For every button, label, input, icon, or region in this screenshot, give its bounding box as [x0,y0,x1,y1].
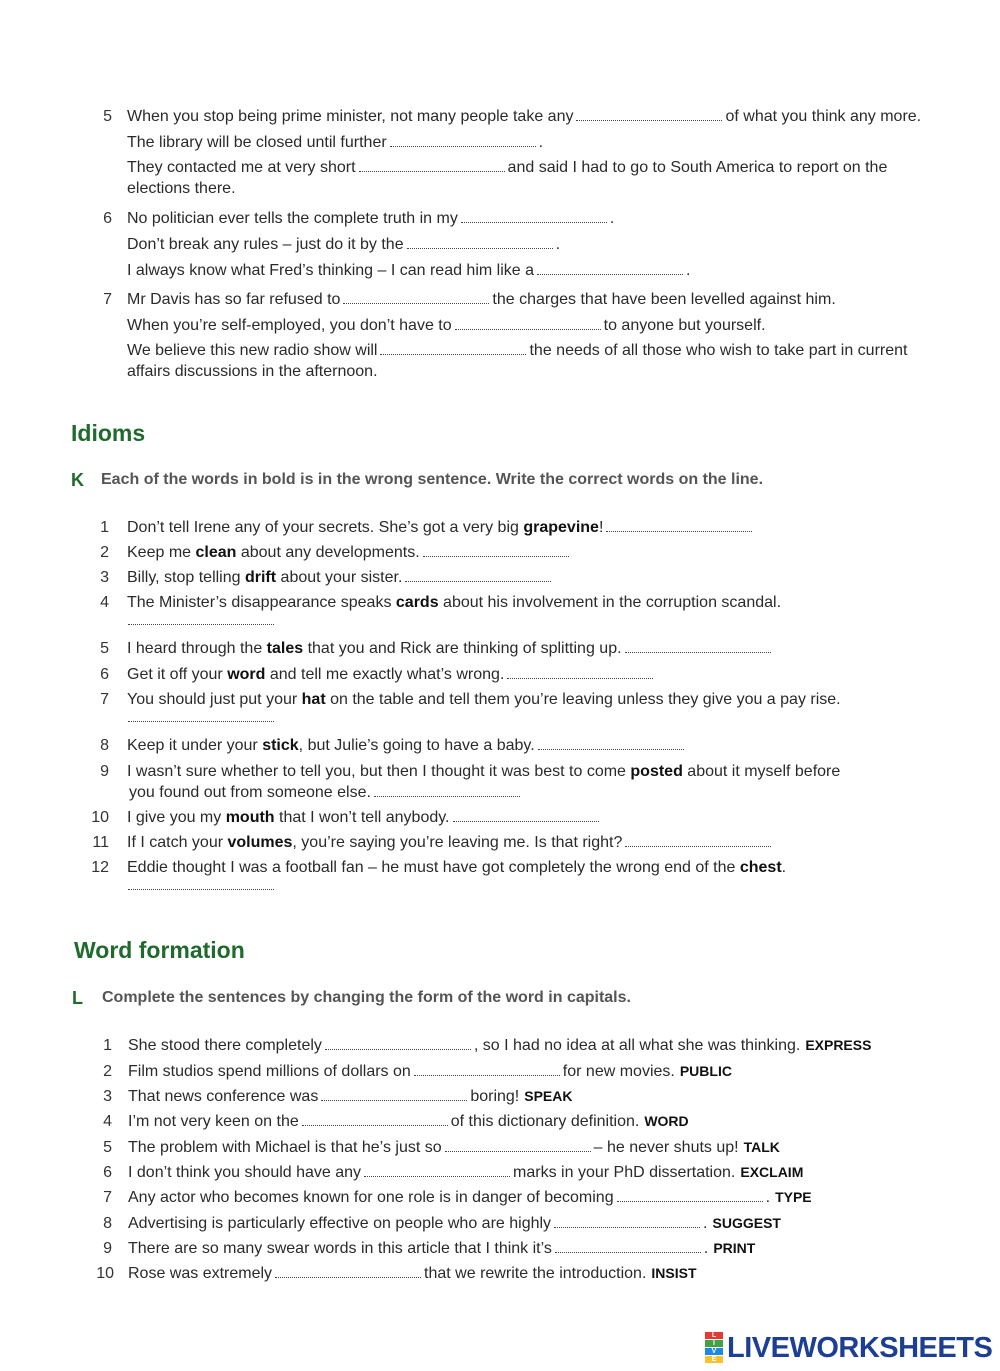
exercise-instruction: Complete the sentences by changing the form of the word in capitals. [102,989,631,1006]
item-number: 5 [100,640,109,657]
sentence-line [127,544,572,562]
answer-blank[interactable] [364,1166,510,1177]
exercise-letter: L [72,988,83,1008]
sentence-text: I’m not very keen on the [128,1113,299,1130]
answer-blank[interactable] [453,811,599,822]
sentence-line [129,784,523,802]
sentence-text: , but Julie’s going to have a baby. [298,737,535,754]
item-number: 5 [103,1139,112,1156]
sentence-line [127,262,690,280]
item-number: 4 [103,1113,112,1130]
answer-blank[interactable] [423,546,569,557]
item-number: 3 [100,569,109,586]
item-number: 9 [103,1240,112,1257]
answer-blank[interactable] [555,1242,701,1253]
answer-blank[interactable] [461,212,607,223]
answer-line [128,877,274,895]
sentence-line [127,763,840,781]
answer-blank[interactable] [507,668,653,679]
bold-word: drift [244,569,277,586]
sentence-line [127,363,378,381]
capital-word: INSIST [651,1265,697,1281]
item-number: 7 [103,291,112,308]
bold-word: mouth [225,809,275,826]
sentence-line [127,180,236,198]
sentence-text: . [765,1189,771,1206]
sentence-text: that I won’t tell anybody. [274,809,450,826]
bold-word: word [227,666,266,683]
sentence-line [127,594,781,612]
sentence-line [127,134,543,152]
sentence-line [128,1189,812,1207]
sentence-text: Film studios spend millions of dollars on [128,1063,411,1080]
item-number: 11 [92,834,109,851]
sentence-text: . [703,1215,708,1232]
item-number: 2 [103,1063,112,1080]
sentence-text: Keep it under your [127,737,263,754]
section-heading: Word formation [74,937,245,963]
answer-blank[interactable] [455,319,601,330]
capital-word: SPEAK [524,1088,573,1104]
logo-mark-letter: E [705,1356,723,1363]
bold-word: chest [739,859,782,876]
sentence-text: about any developments. [236,544,420,561]
sentence-text: The Minister’s disappearance speaks [127,594,396,611]
logo-mark-letter: I [705,1340,723,1347]
sentence-line [127,291,836,309]
sentence-text: The problem with Michael is that he’s just so [128,1139,442,1156]
answer-line [128,709,274,727]
sentence-text: the charges that have been levelled against him. [492,291,836,308]
item-number: 8 [100,737,109,754]
sentence-text: I always know what Fred’s thinking – I can read him like a [127,262,535,279]
sentence-line [128,1088,572,1106]
sentence-text: The library will be closed until further [127,134,387,151]
sentence-text: That news conference was [128,1088,319,1105]
sentence-line [127,809,602,827]
sentence-text: of what you think any more. [725,108,922,125]
answer-blank[interactable] [374,786,520,797]
item-number: 5 [103,108,112,125]
sentence-text: She stood there completely [128,1037,322,1054]
sentence-text: They contacted me at very short [127,159,356,176]
answer-blank[interactable] [617,1191,763,1202]
logo-mark-icon [705,1332,723,1364]
sentence-text: to anyone but yourself. [603,317,766,334]
sentence-line [127,834,774,852]
sentence-text: I give you my [127,809,226,826]
sentence-text: Billy, stop telling [127,569,245,586]
item-number: 6 [100,666,109,683]
exercise-letter: K [71,470,84,490]
sentence-line [127,859,786,877]
answer-blank[interactable] [128,614,274,625]
sentence-text: about his involvement in the corruption scandal. [438,594,782,611]
sentence-text: about your sister. [276,569,403,586]
bold-word: volumes [227,834,293,851]
sentence-line [127,342,907,360]
sentence-line [128,1164,803,1182]
sentence-text: the needs of all those who wish to take part in current [529,342,908,359]
bold-word: clean [195,544,237,561]
answer-blank[interactable] [445,1141,591,1152]
answer-blank[interactable] [343,293,489,304]
sentence-text: Mr Davis has so far refused to [127,291,341,308]
item-number: 10 [96,1265,114,1282]
item-number: 12 [91,859,109,876]
capital-word: TYPE [775,1189,812,1205]
capital-word: EXPRESS [805,1037,872,1053]
sentence-text: that you and Rick are thinking of splitting up. [303,640,622,657]
logo-mark-letter: V [705,1348,723,1355]
sentence-text: , so I had no idea at all what she was thinking. [473,1037,801,1054]
sentence-line [128,1139,780,1157]
logo-text: LIVEWORKSHEETS [727,1331,993,1364]
capital-word: PUBLIC [679,1063,732,1079]
answer-blank[interactable] [128,711,274,722]
sentence-text: for new movies. [562,1063,675,1080]
sentence-line [127,317,766,335]
bold-word: hat [301,691,326,708]
item-number: 6 [103,210,112,227]
sentence-text: . [781,859,787,876]
capital-word: SUGGEST [712,1215,781,1231]
section-heading: Idioms [71,420,146,446]
answer-blank[interactable] [325,1039,471,1050]
sentence-text: Don’t break any rules – just do it by the [127,236,404,253]
sentence-text: Don’t tell Irene any of your secrets. She’s got a very big [127,519,524,536]
sentence-text: Any actor who becomes known for one role is in danger of becoming [128,1189,614,1206]
answer-blank[interactable] [275,1267,421,1278]
sentence-text: I don’t think you should have any [128,1164,362,1181]
item-number: 2 [100,544,109,561]
answer-blank[interactable] [359,161,505,172]
sentence-text: elections there. [127,180,236,197]
bold-word: grapevine [523,519,599,536]
answer-blank[interactable] [554,1217,700,1228]
sentence-text: on the table and tell them you’re leaving unless they give you a pay rise. [325,691,841,708]
bold-word: posted [630,763,683,780]
item-number: 9 [100,763,109,780]
item-number: 1 [100,519,109,536]
answer-blank[interactable] [405,571,551,582]
answer-blank[interactable] [537,264,683,275]
sentence-text: Rose was extremely [128,1265,273,1282]
sentence-line [128,1240,755,1258]
item-number: 7 [103,1189,112,1206]
sentence-text: boring! [470,1088,520,1105]
sentence-line [127,159,887,177]
sentence-text: I heard through the [127,640,267,657]
sentence-text: . [538,134,544,151]
sentence-line [127,236,560,254]
liveworksheets-logo [705,1331,992,1365]
answer-blank[interactable] [302,1115,448,1126]
sentence-text: marks in your PhD dissertation. [513,1164,736,1181]
sentence-line [127,691,841,709]
sentence-text: I wasn’t sure whether to tell you, but then I thought it was best to come [127,763,631,780]
sentence-line [128,1265,697,1283]
sentence-text: . [609,210,615,227]
sentence-text: We believe this new radio show will [127,342,378,359]
bold-word: cards [395,594,439,611]
capital-word: WORD [644,1113,689,1129]
answer-blank[interactable] [407,238,553,249]
sentence-line [128,1037,871,1055]
bold-word: stick [262,737,299,754]
sentence-text: If I catch your [127,834,228,851]
answer-blank[interactable] [380,344,526,355]
sentence-line [127,569,554,587]
item-number: 10 [91,809,109,826]
answer-blank[interactable] [625,836,771,847]
sentence-line [128,1215,781,1233]
answer-blank[interactable] [414,1065,560,1076]
sentence-text: There are so many swear words in this article that I think it’s [128,1240,552,1257]
sentence-text: affairs discussions in the afternoon. [127,363,378,380]
capital-word: EXCLAIM [740,1164,804,1180]
sentence-line [127,666,656,684]
sentence-text: . [703,1240,709,1257]
capital-word: TALK [743,1139,780,1155]
sentence-text: Advertising is particularly effective on people who are highly [128,1215,552,1232]
sentence-text: ! [598,519,604,536]
item-number: 3 [103,1088,112,1105]
bold-word: tales [266,640,304,657]
logo-mark-letter: L [705,1332,723,1339]
sentence-line [128,1063,732,1081]
sentence-text: that we rewrite the introduction. [424,1265,647,1282]
answer-blank[interactable] [321,1090,467,1101]
sentence-text: . [555,236,561,253]
answer-blank[interactable] [625,642,771,653]
sentence-text: Get it off your [127,666,228,683]
sentence-text: You should just put your [127,691,302,708]
sentence-text: and said I had to go to South America to report on the [507,159,888,176]
sentence-line [127,640,774,658]
answer-line [128,612,274,630]
sentence-line [128,1113,689,1131]
capital-word: PRINT [713,1240,756,1256]
item-number: 8 [103,1215,112,1232]
answer-blank[interactable] [606,521,752,532]
sentence-line [127,108,921,126]
answer-blank[interactable] [538,739,684,750]
sentence-text: Keep me [127,544,196,561]
sentence-text: . [686,262,691,279]
sentence-text: of this dictionary definition. [450,1113,640,1130]
sentence-line [127,210,614,228]
sentence-text: – he never shuts up! [593,1139,739,1156]
answer-blank[interactable] [128,879,274,890]
item-number: 6 [103,1164,112,1181]
item-number: 4 [100,594,109,611]
sentence-text: When you’re self-employed, you don’t have to [127,317,452,334]
item-number: 7 [100,691,109,708]
sentence-line [127,519,755,537]
sentence-text: and tell me exactly what’s wrong. [265,666,505,683]
sentence-text: Eddie thought I was a football fan – he must have got completely the wrong end of the [127,859,740,876]
sentence-line [127,737,687,755]
sentence-text: , you’re saying you’re leaving me. Is that right? [292,834,623,851]
answer-blank[interactable] [390,136,536,147]
item-number: 1 [103,1037,112,1054]
sentence-text: When you stop being prime minister, not many people take any [127,108,574,125]
sentence-text: about it myself before [682,763,841,780]
sentence-text: you found out from someone else. [129,784,371,801]
sentence-text: No politician ever tells the complete truth in my [127,210,458,227]
answer-blank[interactable] [576,110,722,121]
exercise-instruction: Each of the words in bold is in the wrong sentence. Write the correct words on the line. [101,471,764,488]
